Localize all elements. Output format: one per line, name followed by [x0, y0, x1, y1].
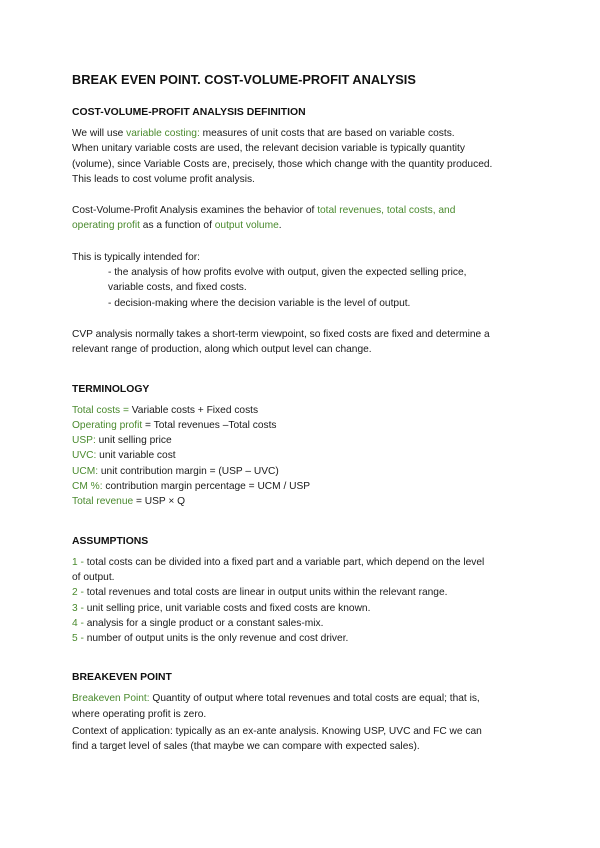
section-heading-assumptions: ASSUMPTIONS	[72, 535, 149, 547]
paragraph-cvp-examines	[72, 203, 532, 234]
list-item	[72, 418, 532, 433]
text: relevant range of production, along which output level can change.	[72, 344, 372, 356]
item-text: number of output units is the only revenue and cost driver.	[83, 633, 349, 645]
item-number: 2 -	[72, 587, 84, 599]
term: Total revenue	[72, 496, 134, 508]
highlight-term: operating profit	[72, 220, 140, 232]
text: variable costs, and fixed costs.	[108, 282, 247, 294]
paragraph-short-term	[72, 327, 532, 358]
item-number: 1 -	[72, 556, 84, 568]
document-title: BREAK EVEN POINT. COST-VOLUME-PROFIT ANALYSIS	[72, 72, 416, 87]
document-content	[72, 72, 532, 755]
definition: unit contribution margin = (USP – UVC)	[98, 465, 279, 477]
definition: unit variable cost	[96, 450, 176, 462]
list-item	[72, 631, 532, 646]
list-item	[72, 433, 532, 448]
item-text: unit selling price, unit variable costs and fixed costs are known.	[83, 602, 371, 614]
term: Total costs =	[72, 404, 129, 416]
definition: unit selling price	[95, 435, 172, 447]
text: We will use	[72, 128, 127, 139]
text: .	[278, 220, 282, 232]
list-item	[72, 479, 532, 494]
item-text: analysis for a single product or a constant sales-mix.	[83, 617, 324, 629]
text: Context of application: typically as an ex-ante analysis. Knowing USP, UVC and FC we can	[72, 726, 482, 738]
highlight-term: total revenues, total costs, and	[317, 205, 456, 217]
text: When unitary variable costs are used, the relevant decision variable is typically quantity	[72, 143, 465, 155]
item-number: 5 -	[72, 633, 84, 645]
list-item	[72, 464, 532, 479]
definition: = USP × Q	[133, 496, 186, 508]
section-heading-breakeven: BREAKEVEN POINT	[72, 672, 172, 684]
text: Quantity of output where total revenues and total costs are equal; that is,	[149, 693, 480, 705]
item-text: total revenues and total costs are linear in output units within the relevant range.	[83, 587, 448, 599]
definition: contribution margin percentage = UCM / USP	[102, 481, 311, 493]
text: measures of unit costs that are based on variable costs.	[199, 128, 455, 139]
list-item: - decision-making where the decision variable is the level of output.	[108, 297, 411, 309]
list-item	[72, 601, 532, 616]
list-item	[72, 585, 532, 600]
item-number: 4 -	[72, 617, 84, 629]
definition: = Total revenues –Total costs	[142, 419, 277, 431]
paragraph-intended-for	[72, 250, 532, 265]
definition: Variable costs + Fixed costs	[128, 404, 259, 416]
text: CVP analysis normally takes a short-term viewpoint, so fixed costs are fixed and determine a	[72, 328, 490, 340]
intended-for-list	[72, 265, 532, 311]
paragraph-breakeven-definition	[72, 691, 532, 722]
text: - the analysis of how profits evolve with output, given the expected selling price,	[108, 267, 467, 279]
term: UVC:	[72, 450, 97, 462]
highlight-term: variable costing:	[126, 128, 200, 139]
list-item	[72, 616, 532, 631]
list-item	[108, 265, 532, 296]
text: (volume), since Variable Costs are, precisely, those which change with the quantity produced.	[72, 158, 493, 170]
assumptions-list	[72, 555, 532, 647]
list-item	[72, 403, 532, 418]
list-item	[72, 448, 532, 463]
list-item	[72, 494, 532, 509]
term: Operating profit	[72, 419, 143, 431]
item-text: total costs can be divided into a fixed part and a variable part, which depend on the level	[83, 556, 485, 568]
item-text: of output.	[72, 571, 115, 583]
section-heading-cvp-definition: COST-VOLUME-PROFIT ANALYSIS DEFINITION	[72, 107, 306, 118]
term: CM %:	[72, 481, 103, 493]
text: as a function of	[139, 220, 215, 232]
term: UCM:	[72, 465, 99, 477]
paragraph-variable-costing	[72, 126, 532, 187]
text: Cost-Volume-Profit Analysis examines the behavior of	[72, 205, 318, 217]
highlight-term: Breakeven Point:	[72, 693, 150, 705]
list-item	[72, 555, 532, 586]
paragraph-breakeven-context	[72, 724, 532, 755]
highlight-term: output volume	[214, 220, 279, 232]
term: USP:	[72, 435, 96, 447]
text: find a target level of sales (that maybe we can compare with expected sales).	[72, 741, 420, 753]
section-heading-terminology: TERMINOLOGY	[72, 383, 150, 395]
terminology-list	[72, 403, 532, 510]
text: This leads to cost volume profit analysis.	[72, 173, 255, 185]
item-number: 3 -	[72, 602, 84, 614]
text: where operating profit is zero.	[72, 708, 207, 720]
text: This is typically intended for:	[72, 251, 200, 263]
